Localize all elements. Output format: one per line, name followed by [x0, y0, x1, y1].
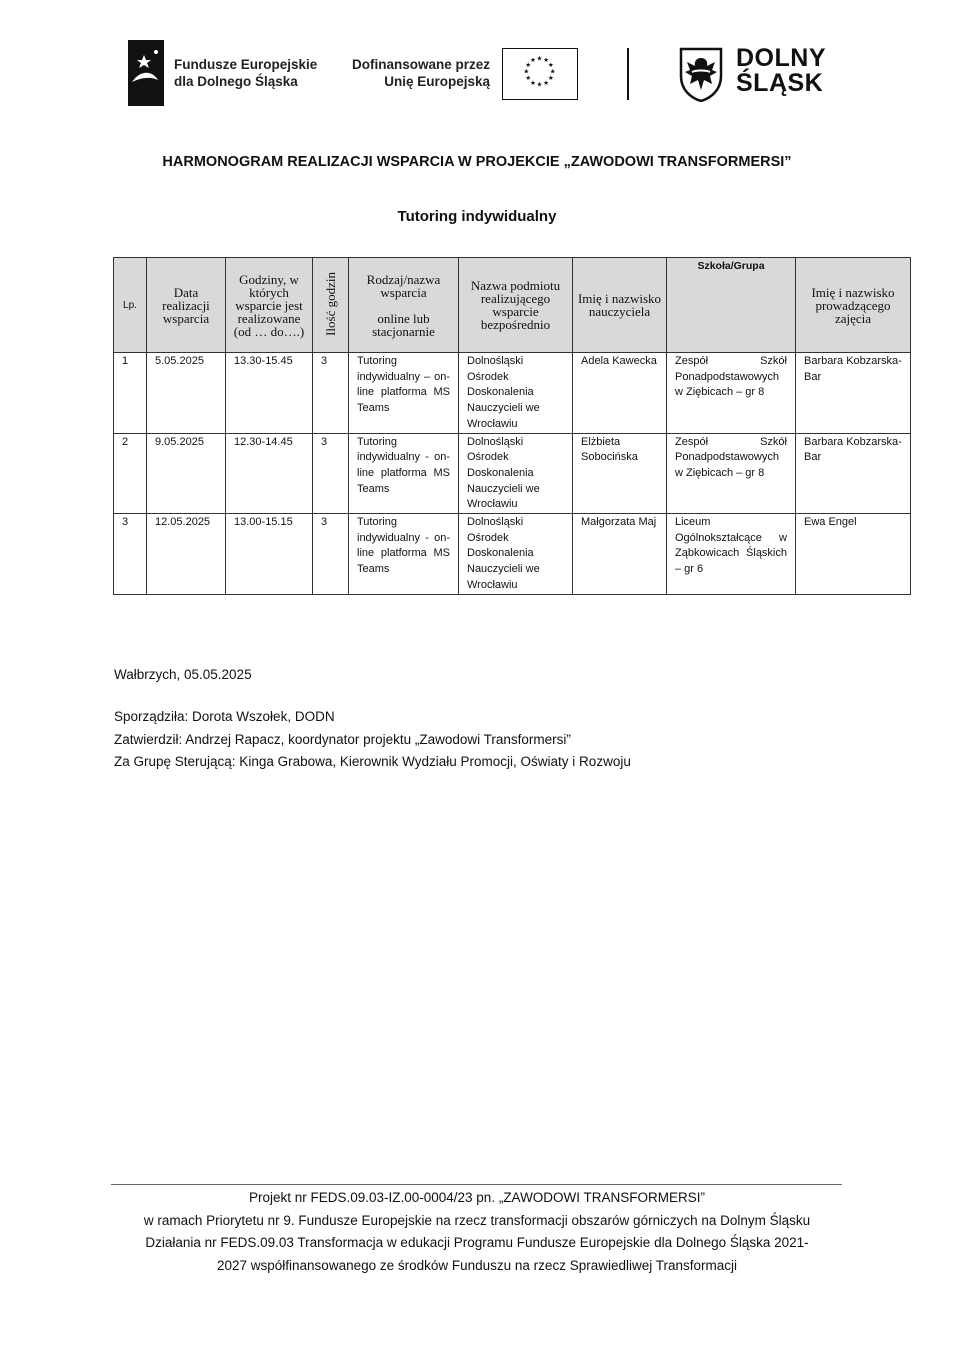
- header-school: Szkoła/Grupa: [667, 258, 796, 353]
- svg-text:★: ★: [536, 54, 543, 63]
- footer-line3: Działania nr FEDS.09.03 Transformacja w edukacji Programu Fundusze Europejskie dla Dolnego Śląska 2021-: [145, 1235, 809, 1250]
- cell-date: 9.05.2025: [147, 433, 226, 514]
- cell-lp: 2: [114, 433, 147, 514]
- cell-entity: Dolnośląski Ośrodek Doskonalenia Nauczycieli we Wrocławiu: [459, 514, 573, 595]
- footer-line4: 2027 współfinansowanego ze środków Funduszu na rzecz Sprawiedliwej Transformacji: [216, 1257, 737, 1273]
- eu-line2: Unię Europejską: [384, 74, 490, 89]
- cell-count: 3: [313, 514, 349, 595]
- header-type-line-a: Rodzaj/nazwa wsparcia: [366, 271, 441, 300]
- logo-divider: [627, 48, 629, 100]
- svg-text:★: ★: [529, 78, 536, 87]
- fe-logo-line1: Fundusze Europejskie: [174, 57, 318, 72]
- table-row: [114, 514, 911, 595]
- cell-hours: 13.00-15.15: [226, 514, 313, 595]
- footer-line1: Projekt nr FEDS.09.03-IZ.00-0004/23 pn. „ZAWODOWI TRANSFORMERSI”: [248, 1190, 706, 1205]
- approved-by: Zatwierdził: Andrzej Rapacz, koordynator projektu „Zawodowi Transformersi”: [114, 731, 571, 747]
- ds-line2: ŚLĄSK: [736, 69, 824, 97]
- svg-text:★: ★: [525, 60, 532, 69]
- dolny-slask-text: [736, 46, 826, 96]
- fe-logo-line2: dla Dolnego Śląska: [174, 74, 298, 89]
- schedule-table: [113, 257, 911, 595]
- svg-text:★: ★: [547, 60, 554, 69]
- svg-text:★: ★: [523, 67, 530, 76]
- document-subtitle: Tutoring indywidualny: [397, 208, 557, 225]
- header-type-line-b: online lub stacjonarnie: [372, 310, 435, 339]
- cell-date: 12.05.2025: [147, 514, 226, 595]
- cell-type: Tutoring indywidualny - on-line platforma MS Teams: [349, 514, 459, 595]
- logo-bar: [118, 34, 842, 120]
- cell-leader: Barbara Kobzarska-Bar: [796, 433, 911, 514]
- cell-entity: Dolnośląski Ośrodek Doskonalenia Nauczycieli we Wrocławiu: [459, 433, 573, 514]
- cell-teacher: Adela Kawecka: [573, 353, 667, 434]
- svg-text:★: ★: [529, 56, 536, 65]
- cell-school: Zespół Szkół Ponadpodstawowych w Ziębicach – gr 8: [667, 353, 796, 434]
- dolny-slask-crest-icon: [678, 46, 724, 102]
- eu-flag-icon: [502, 48, 578, 100]
- svg-text:★: ★: [536, 80, 543, 89]
- footer-line2: w ramach Priorytetu nr 9. Fundusze Europejskie na rzecz transformacji obszarów górniczych na Dolnym Śląsku: [143, 1212, 811, 1228]
- cell-count: 3: [313, 433, 349, 514]
- svg-text:★: ★: [549, 67, 556, 76]
- header-lp: Lp.: [114, 258, 147, 353]
- cell-teacher: Elżbieta Sobocińska: [573, 433, 667, 514]
- svg-text:★: ★: [547, 74, 554, 83]
- header-date: Data realizacji wsparcia: [147, 258, 226, 353]
- cell-hours: 13.30-15.45: [226, 353, 313, 434]
- header-teacher: Imię i nazwisko nauczyciela: [573, 258, 667, 353]
- cell-school: Liceum Ogólnokształcące w Ząbkowicach Śląskich – gr 6: [667, 514, 796, 595]
- header-count: [313, 258, 349, 353]
- cell-hours: 12.30-14.45: [226, 433, 313, 514]
- table-row: [114, 353, 911, 434]
- prepared-by: Sporządziła: Dorota Wszołek, DODN: [114, 709, 335, 724]
- signatures: [114, 706, 631, 774]
- svg-text:★: ★: [525, 74, 532, 83]
- cell-leader: Barbara Kobzarska-Bar: [796, 353, 911, 434]
- cell-school: Zespół Szkół Ponadpodstawowych w Ziębicach – gr 8: [667, 433, 796, 514]
- table-header-row: [114, 258, 911, 353]
- svg-text:★: ★: [543, 56, 550, 65]
- steering-group: Za Grupę Sterującą: Kinga Grabowa, Kierownik Wydziału Promocji, Oświaty i Rozwoju: [114, 754, 631, 769]
- cell-lp: 3: [114, 514, 147, 595]
- cell-entity: Dolnośląski Ośrodek Doskonalenia Nauczycieli we Wrocławiu: [459, 353, 573, 434]
- header-count-label: Ilość godzin: [323, 272, 338, 336]
- cell-leader: Ewa Engel: [796, 514, 911, 595]
- cell-teacher: Małgorzata Maj: [573, 514, 667, 595]
- eu-line1: Dofinansowane przez: [351, 57, 490, 72]
- fundusze-europejskie-logo-icon: [128, 40, 164, 106]
- table-row: [114, 433, 911, 514]
- place-date: Wałbrzych, 05.05.2025: [114, 667, 252, 682]
- header-leader: Imię i nazwisko prowadzącego zajęcia: [796, 258, 911, 353]
- cell-date: 5.05.2025: [147, 353, 226, 434]
- eu-cofinance-text: [350, 56, 490, 90]
- footer-divider: [111, 1184, 842, 1185]
- fe-logo-text: [174, 56, 317, 90]
- cell-lp: 1: [114, 353, 147, 434]
- document-title: HARMONOGRAM REALIZACJI WSPARCIA W PROJEKCIE „ZAWODOWI TRANSFORMERSI”: [162, 154, 792, 170]
- cell-count: 3: [313, 353, 349, 434]
- ds-line1: DOLNY: [736, 44, 826, 72]
- cell-type: Tutoring indywidualny - on-line platforma MS Teams: [349, 433, 459, 514]
- footer: [96, 1187, 858, 1277]
- header-hours: Godziny, w których wsparcie jest realizowane (od … do….): [226, 258, 313, 353]
- cell-type: Tutoring indywidualny – on-line platforma MS Teams: [349, 353, 459, 434]
- svg-text:★: ★: [543, 78, 550, 87]
- header-type: [349, 258, 459, 353]
- header-entity: Nazwa podmiotu realizującego wsparcie bezpośrednio: [459, 258, 573, 353]
